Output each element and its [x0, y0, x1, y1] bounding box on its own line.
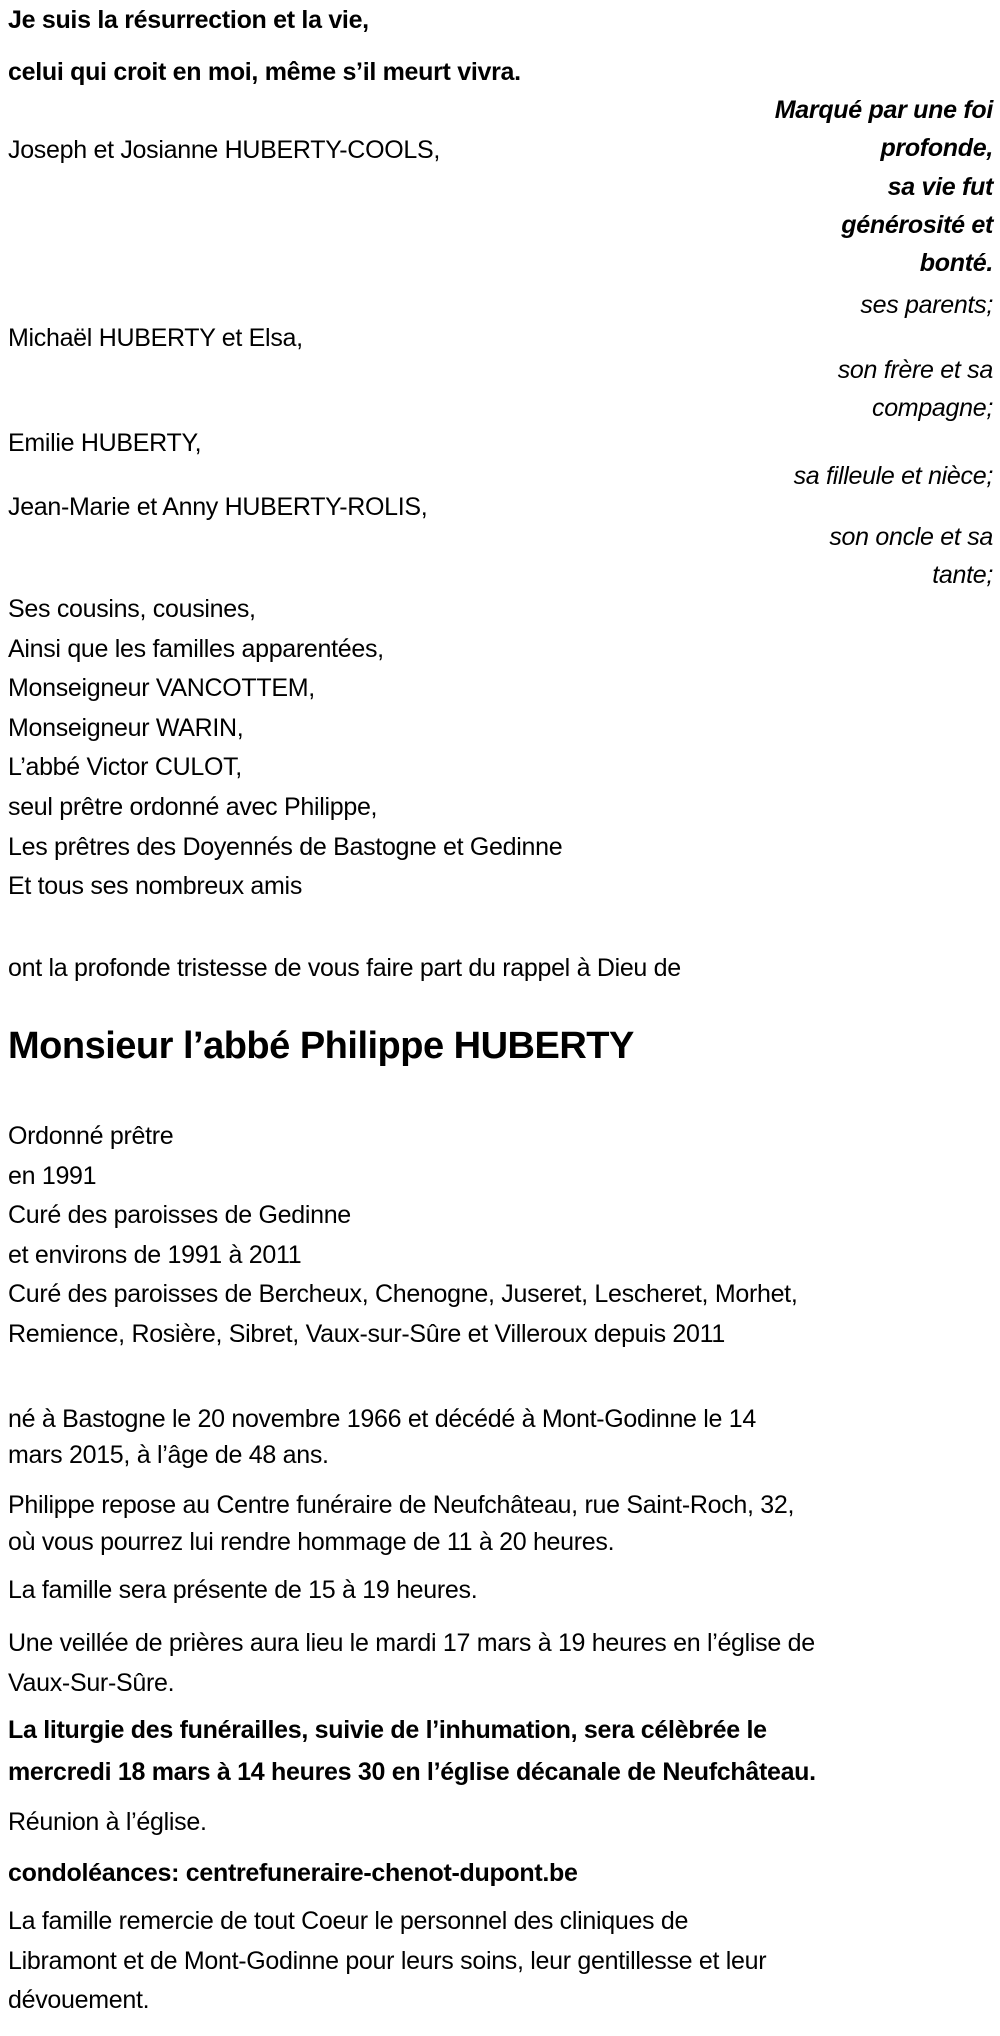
- other-mourners-list: Ses cousins, cousines, Ainsi que les familles apparentées, Monseigneur VANCOTTEM, Monseigneur WARIN, L’abbé Victor CULOT, seul prêtre ordonné avec Philippe, Les prêtres des Doyennés de Bastogne et Gedinne Et tous ses nombreux amis: [8, 595, 563, 901]
- vigil-paragraph: Une veillée de prières aura lieu le mardi 17 mars à 19 heures en l’église de Vaux-Sur-Sûre.: [8, 1629, 815, 1697]
- tribute-text: Marqué par une foi profonde, sa vie fut générosité et bonté.: [774, 96, 993, 278]
- ministry-biography: Ordonné prêtre en 1991 Curé des paroisses de Gedinne et environs de 1991 à 2011 Curé des paroisses de Bercheux, Chenogne, Juseret, Lescheret, Morhet, Remience, Rosière, Sibret, Vaux-sur-Sûre et Villeroux depuis 2011: [8, 1122, 798, 1348]
- scripture-line-2: celui qui croit en moi, même s’il meurt vivra.: [8, 58, 521, 86]
- relation-uncle: son oncle et sa tante;: [829, 523, 993, 590]
- scripture-line-1: Je suis la résurrection et la vie,: [8, 6, 369, 34]
- church-meeting-paragraph: Réunion à l’église.: [8, 1808, 207, 1836]
- birth-death-paragraph: né à Bastogne le 20 novembre 1966 et décédé à Mont-Godinne le 14 mars 2015, à l’âge de 48 ans.: [8, 1405, 757, 1469]
- relation-goddaughter: sa filleule et nièce;: [793, 462, 993, 490]
- condolences-website: condoléances: centrefuneraire-chenot-dupont.be: [8, 1859, 578, 1887]
- mourner-name-goddaughter: Emilie HUBERTY,: [8, 429, 202, 457]
- mourner-name-parents: Joseph et Josianne HUBERTY-COOLS,: [8, 136, 440, 164]
- family-presence-paragraph: La famille sera présente de 15 à 19 heures.: [8, 1576, 478, 1604]
- mourner-name-uncle: Jean-Marie et Anny HUBERTY-ROLIS,: [8, 493, 428, 521]
- funeral-liturgy-paragraph: La liturgie des funérailles, suivie de l’inhumation, sera célèbrée le mercredi 18 mars à 14 heures 30 en l’église décanale de Neufchâteau.: [8, 1716, 816, 1786]
- relation-parents: ses parents;: [860, 291, 993, 319]
- thanks-paragraph: La famille remercie de tout Coeur le personnel des cliniques de Libramont et de Mont-Godinne pour leurs soins, leur gentillesse et leur dévouement.: [8, 1907, 767, 2015]
- announcement-text: ont la profonde tristesse de vous faire part du rappel à Dieu de: [8, 954, 681, 982]
- mourner-name-brother: Michaël HUBERTY et Elsa,: [8, 324, 303, 352]
- deceased-name-heading: Monsieur l’abbé Philippe HUBERTY: [8, 1025, 634, 1067]
- repose-paragraph: Philippe repose au Centre funéraire de Neufchâteau, rue Saint-Roch, 32, où vous pourrez lui rendre hommage de 11 à 20 heures.: [8, 1491, 795, 1556]
- relation-brother: son frère et sa compagne;: [837, 356, 993, 423]
